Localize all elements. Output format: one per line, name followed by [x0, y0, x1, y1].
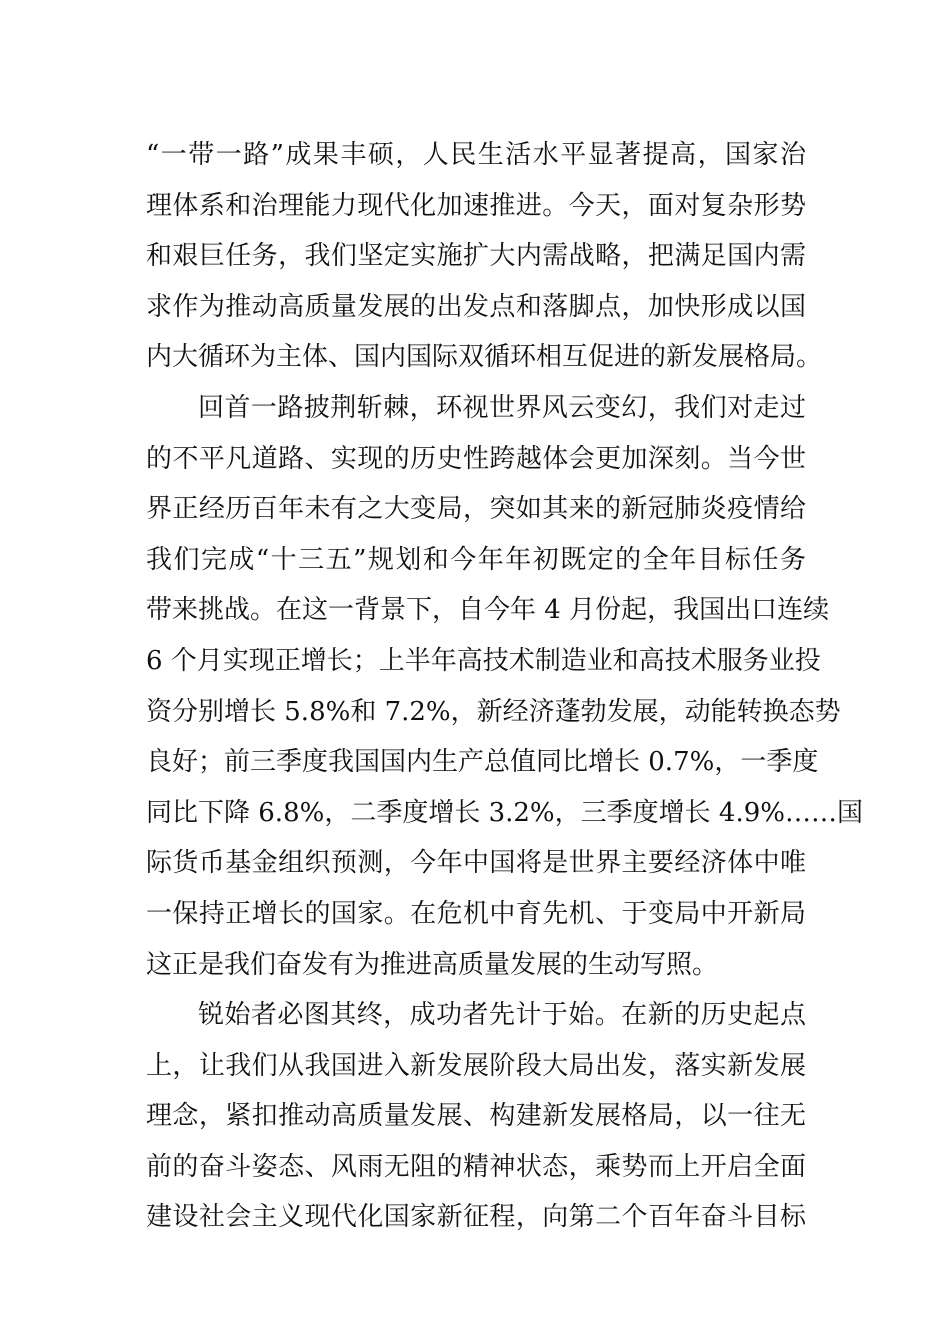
text-line: 前的奋斗姿态、风雨无阻的精神状态，乘势而上开启全面 — [146, 1151, 806, 1182]
text-line: 回首一路披荆斩棘，环视世界风云变幻，我们对走过 — [198, 392, 806, 423]
paragraph-1 — [146, 130, 823, 383]
text-line: 锐始者必图其终，成功者先计于始。在新的历史起点 — [198, 1000, 806, 1031]
text-line: 这正是我们奋发有为推进高质量发展的生动写照。 — [146, 949, 719, 980]
text-line: 的不平凡道路、实现的历史性跨越体会更加深刻。当今世 — [146, 443, 806, 474]
document-body — [146, 130, 863, 1243]
text-line: 和艰巨任务，我们坚定实施扩大内需战略，把满足国内需 — [146, 241, 806, 272]
text-line: 6 个月实现正增长；上半年高技术制造业和高技术服务业投 — [146, 645, 821, 676]
text-line: 内大循环为主体、国内国际双循环相互促进的新发展格局。 — [146, 342, 823, 373]
paragraph-3 — [146, 990, 806, 1243]
text-line: 建设社会主义现代化国家新征程，向第二个百年奋斗目标 — [146, 1202, 806, 1233]
text-line: 良好；前三季度我国国内生产总值同比增长 0.7%，一季度 — [146, 747, 819, 778]
text-line: 上，让我们从我国进入新发展阶段大局出发，落实新发展 — [146, 1050, 806, 1081]
text-line: 求作为推动高质量发展的出发点和落脚点，加快形成以国 — [146, 291, 806, 322]
paragraph-2 — [146, 383, 863, 990]
text-line: 同比下降 6.8%，二季度增长 3.2%，三季度增长 4.9%……国 — [146, 797, 863, 828]
text-line: “一带一路”成果丰硕，人民生活水平显著提高，国家治 — [146, 140, 806, 170]
text-line: 我们完成“十三五”规划和今年年初既定的全年目标任务 — [146, 544, 806, 575]
text-line: 带来挑战。在这一背景下，自今年 4 月份起，我国出口连续 — [146, 595, 830, 626]
text-line: 界正经历百年未有之大变局，突如其来的新冠肺炎疫情给 — [146, 494, 806, 525]
text-line: 际货币基金组织预测，今年中国将是世界主要经济体中唯 — [146, 848, 806, 879]
text-line: 一保持正增长的国家。在危机中育先机、于变局中开新局 — [146, 898, 806, 929]
text-line: 理念，紧扣推动高质量发展、构建新发展格局，以一往无 — [146, 1101, 806, 1132]
text-line: 理体系和治理能力现代化加速推进。今天，面对复杂形势 — [146, 190, 806, 221]
text-line: 资分别增长 5.8%和 7.2%，新经济蓬勃发展，动能转换态势 — [146, 696, 841, 727]
